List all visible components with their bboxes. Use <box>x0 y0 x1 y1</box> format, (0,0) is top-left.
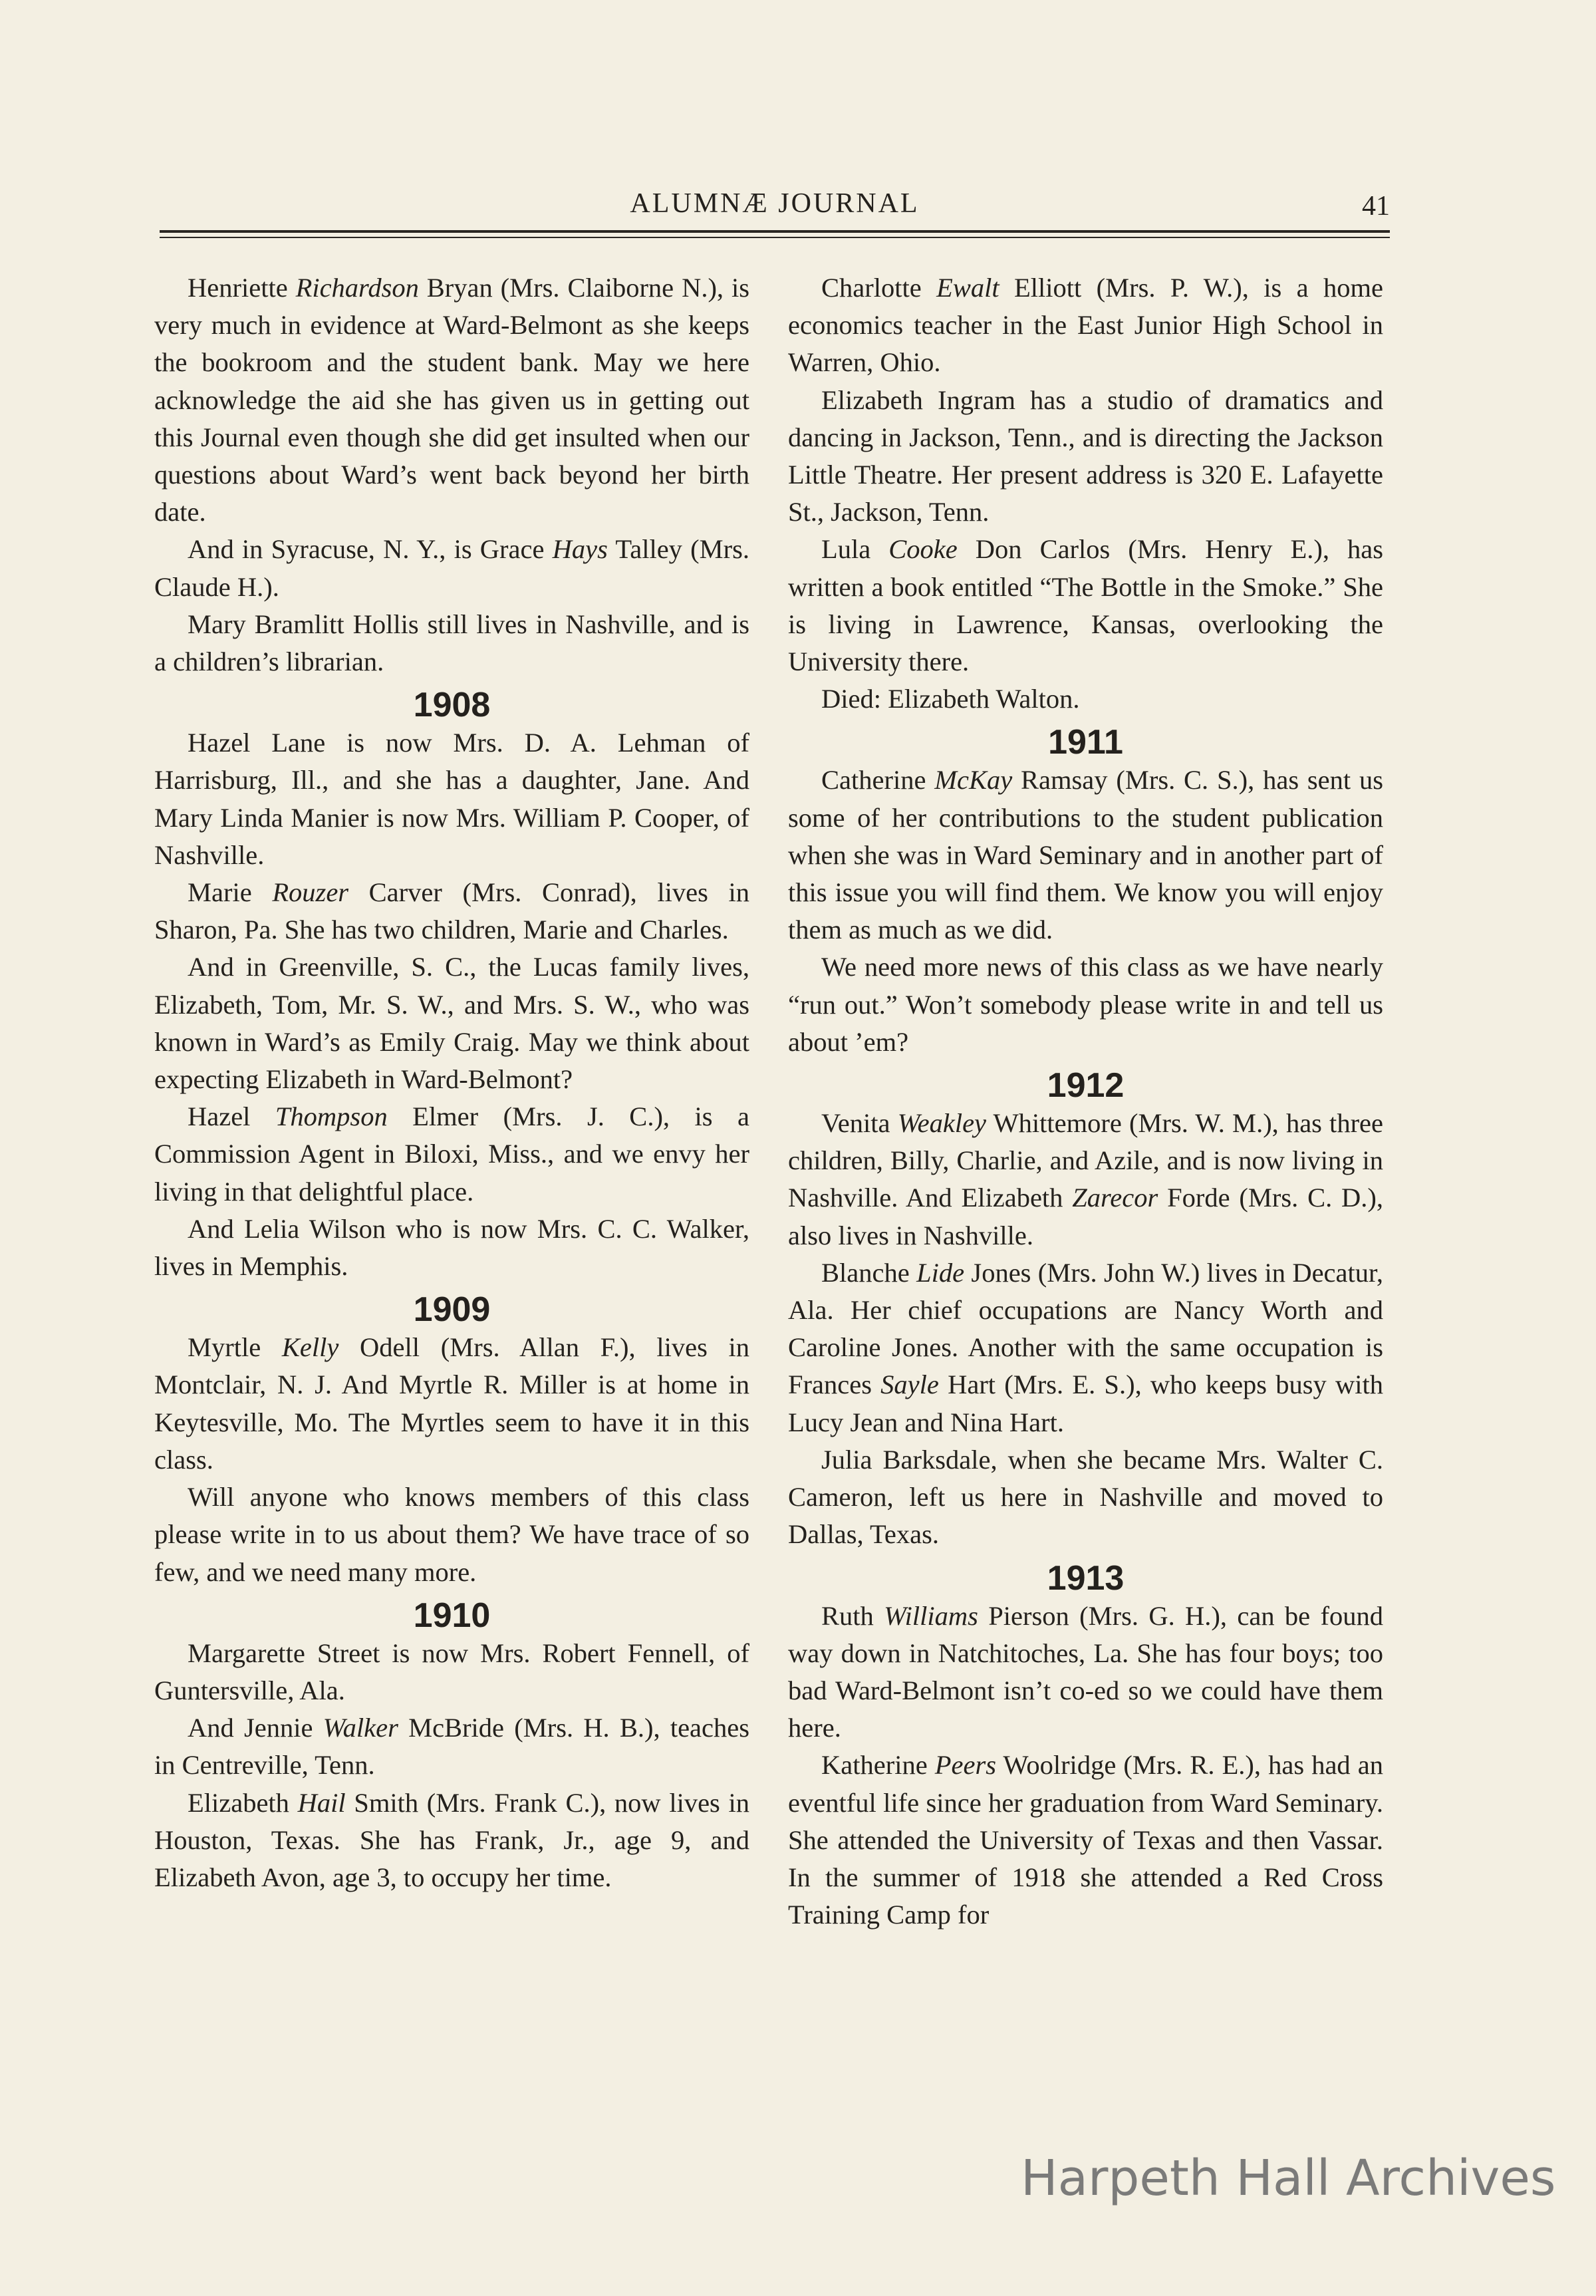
paragraph-text: Elmer (Mrs. J. C.), is a Commission Agent in Biloxi, Miss., and we envy her living in that delightful place. <box>154 1101 749 1207</box>
news-paragraph <box>788 1105 1383 1254</box>
paragraph-text: Ramsay (Mrs. C. S.), has sent us some of her contributions to the student publication when she was in Ward Seminary and in another part of this issue you will find them. We know you will enjoy them as much as we did. <box>788 765 1383 945</box>
maiden-name: Richardson <box>295 273 419 303</box>
news-paragraph <box>788 1254 1383 1441</box>
paragraph-text: Margarette Street is now Mrs. Robert Fennell, of Guntersville, Ala. <box>154 1638 749 1705</box>
news-paragraph <box>788 1441 1383 1554</box>
class-year-heading: 1910 <box>413 1596 491 1635</box>
news-paragraph <box>154 269 749 531</box>
news-paragraph <box>154 1709 749 1784</box>
paragraph-text: Hart (Mrs. E. S.), who keeps busy with Lucy Jean and Nina Hart. <box>788 1369 1384 1437</box>
news-paragraph <box>788 762 1383 948</box>
paragraph-text: Whittemore (Mrs. W. M.), has three children, Billy, Charlie, and Azile, and is now living in Nashville. And Elizabeth <box>788 1108 1384 1213</box>
paragraph-text: And in Syracuse, N. Y., is Grace <box>188 534 553 565</box>
paragraph-text: Julia Barksdale, when she became Mrs. Walter C. Cameron, left us here in Nashville and moved to Dallas, Texas. <box>788 1444 1383 1550</box>
paragraph-text: Talley (Mrs. Claude H.). <box>154 534 749 602</box>
paragraph-text: Smith (Mrs. Frank C.), now lives in Houston, Texas. She has Frank, Jr., age 9, and Elizabeth Avon, age 3, to occupy her time. <box>154 1787 749 1892</box>
paragraph-text: And Jennie <box>188 1713 323 1743</box>
news-paragraph <box>788 269 1383 382</box>
paragraph-text: Woolridge (Mrs. R. E.), has had an eventful life since her graduation from Ward Seminary. She attended the University of Texas and then Vassar. In the summer of 1918 she attended a Red Cross Training Camp for <box>788 1750 1383 1930</box>
paragraph-text: Hazel <box>188 1101 275 1132</box>
paragraph-text: Died: Elizabeth Walton. <box>821 684 1080 714</box>
right-column <box>788 269 1383 1934</box>
paragraph-text: Charlotte <box>821 273 937 303</box>
class-year-heading: 1909 <box>413 1290 491 1330</box>
maiden-name: Sayle <box>880 1369 939 1400</box>
maiden-name: Thompson <box>275 1101 388 1132</box>
maiden-name: McKay <box>934 765 1013 795</box>
paragraph-text: Forde (Mrs. C. D.), also lives in Nashville. <box>788 1183 1384 1250</box>
paragraph-text: Carver (Mrs. Conrad), lives in Sharon, Pa. She has two children, Marie and Charles. <box>154 877 749 945</box>
page-number: 41 <box>1362 191 1390 221</box>
maiden-name: Rouzer <box>272 877 349 908</box>
class-year-heading: 1908 <box>413 686 491 725</box>
news-paragraph <box>154 724 749 874</box>
paragraph-text: McBride (Mrs. H. B.), teaches in Centreville, Tenn. <box>154 1713 749 1781</box>
news-paragraph <box>154 1479 749 1591</box>
journal-title: ALUMNÆ JOURNAL <box>630 188 920 219</box>
maiden-name: Peers <box>934 1750 996 1781</box>
paragraph-text: Katherine <box>821 1750 935 1781</box>
paragraph-text: Lula <box>821 534 889 565</box>
maiden-name: Williams <box>884 1600 978 1631</box>
paragraph-text: Venita <box>821 1108 898 1139</box>
paragraph-text: Elizabeth Ingram has a studio of dramatics and dancing in Jackson, Tenn., and is directing the Jackson Little Theatre. Her present address is 320 E. Lafayette St., Jackson, Tenn. <box>788 384 1383 527</box>
news-paragraph <box>154 1635 749 1709</box>
maiden-name: Kelly <box>281 1332 339 1363</box>
header-rule-thick <box>160 230 1390 233</box>
news-paragraph <box>788 948 1383 1061</box>
maiden-name: Zarecor <box>1072 1183 1158 1213</box>
news-paragraph <box>788 680 1383 718</box>
news-paragraph <box>788 382 1383 531</box>
paragraph-text: Jones (Mrs. John W.) lives in Decatur, Ala. Her chief occupations are Nancy Worth and Caroline Jones. Another with the same occupation is Frances <box>788 1257 1383 1400</box>
paragraph-text: Elliott (Mrs. P. W.), is a home economics teacher in the East Junior High School in Warren, Ohio. <box>788 273 1383 378</box>
paragraph-text: Will anyone who knows members of this class please write in to us about them? We have trace of so few, and we need many more. <box>154 1482 749 1587</box>
news-paragraph <box>788 1747 1383 1934</box>
header-rule-thin <box>160 237 1390 238</box>
news-paragraph <box>154 1211 749 1285</box>
paragraph-text: We need more news of this class as we have nearly “run out.” Won’t somebody please write in and tell us about ’em? <box>788 952 1383 1057</box>
paragraph-text: Bryan (Mrs. Claiborne N.), is very much in evidence at Ward-Belmont as she keeps the bookroom and the student bank. May we here acknowledge the aid she has given us in getting out this Journal even though she did get insulted when our questions about Ward’s went back beyond her birth date. <box>154 273 749 527</box>
paragraph-text: Marie <box>188 877 273 908</box>
maiden-name: Hail <box>297 1787 346 1818</box>
paragraph-text: Ruth <box>821 1600 884 1631</box>
maiden-name: Cooke <box>888 534 958 565</box>
maiden-name: Walker <box>323 1713 398 1743</box>
news-paragraph <box>154 1098 749 1211</box>
class-year-heading: 1911 <box>1048 723 1123 762</box>
paragraph-text: Mary Bramlitt Hollis still lives in Nashville, and is a children’s librarian. <box>154 609 749 677</box>
paragraph-text: Myrtle <box>188 1332 282 1363</box>
page-header <box>160 188 1390 226</box>
class-year-heading: 1913 <box>1047 1558 1125 1598</box>
paragraph-text: And in Greenville, S. C., the Lucas family lives, Elizabeth, Tom, Mr. S. W., and Mrs. S. W., who was known in Ward’s as Emily Craig. May we think about expecting Elizabeth in Ward-Belmont? <box>154 952 749 1095</box>
maiden-name: Hays <box>552 534 608 565</box>
news-paragraph <box>154 1329 749 1479</box>
maiden-name: Lide <box>916 1257 965 1288</box>
news-paragraph <box>154 948 749 1098</box>
paragraph-text: Odell (Mrs. Allan F.), lives in Montclair, N. J. And Myrtle R. Miller is at home in Keytesville, Mo. The Myrtles seem to have it in this class. <box>154 1332 749 1475</box>
maiden-name: Weakley <box>897 1108 987 1139</box>
paragraph-text: Hazel Lane is now Mrs. D. A. Lehman of Harrisburg, Ill., and she has a daughter, Jane. And Mary Linda Manier is now Mrs. William P. Cooper, of Nashville. <box>154 728 749 870</box>
news-paragraph <box>154 531 749 605</box>
paragraph-text: Elizabeth <box>188 1787 298 1818</box>
paragraph-text: Henriette <box>188 273 296 303</box>
archive-watermark: Harpeth Hall Archives <box>1021 2150 1556 2207</box>
news-paragraph <box>788 1598 1383 1747</box>
paragraph-text: And Lelia Wilson who is now Mrs. C. C. Walker, lives in Memphis. <box>154 1213 749 1282</box>
news-paragraph <box>154 874 749 948</box>
maiden-name: Ewalt <box>936 273 999 303</box>
news-paragraph <box>154 1785 749 1897</box>
news-paragraph <box>788 531 1383 680</box>
paragraph-text: Blanche <box>821 1257 917 1288</box>
paragraph-text: Don Carlos (Mrs. Henry E.), has written a book entitled “The Bottle in the Smoke.” She is living in Lawrence, Kansas, overlooking the University there. <box>788 534 1384 677</box>
paragraph-text: Pierson (Mrs. G. H.), can be found way down in Natchitoches, La. She has four boys; too bad Ward-Belmont isn’t co-ed so we could have them here. <box>788 1600 1383 1743</box>
news-paragraph <box>154 606 749 680</box>
paragraph-text: Catherine <box>821 765 935 795</box>
class-year-heading: 1912 <box>1047 1066 1125 1105</box>
left-column <box>154 269 749 1896</box>
